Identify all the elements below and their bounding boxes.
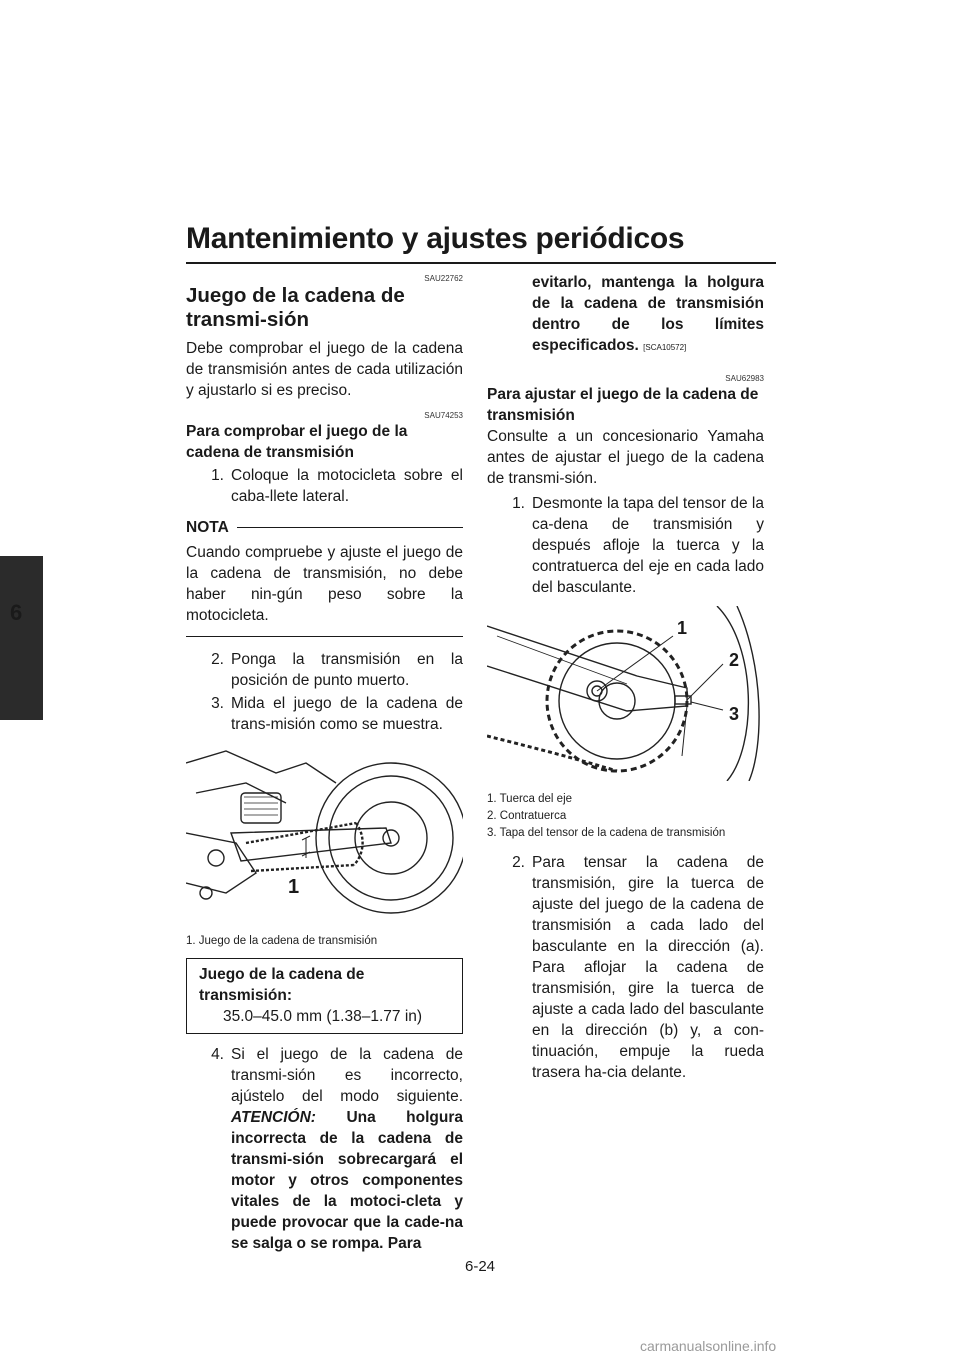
step-text: Para tensar la cadena de transmisión, gire la tuerca de ajuste del juego de la cadena de transmisión a cada lado del basculante en la dirección (a). Para aflojar la cadena de transmisión, gire la tuerca de ajuste a cada lado del basculante en la dirección (b) y, a con-tinuación, empuje la rueda trasera ha-cia delante. (532, 854, 764, 1081)
step-number: 2. (512, 854, 525, 871)
step-item (186, 649, 463, 691)
warning-text-body: evitarlo, mantenga la holgura de la cadena de transmisión dentro de los límites especificados. (532, 274, 764, 354)
chapter-number: 6 (10, 600, 23, 625)
step-item (487, 493, 764, 598)
page-header-title: Mantenimiento y ajustes periódicos (186, 222, 685, 255)
intro-paragraph: Consulte a un concesionario Yamaha antes de ajustar el juego de la cadena de transmi-sión. (487, 428, 764, 487)
step-text: Ponga la transmisión en la posición de punto muerto. (231, 651, 463, 689)
axle-illustration (487, 606, 764, 781)
spec-value: 35.0–45.0 mm (1.38–1.77 in) (223, 1008, 423, 1025)
figure-callout: 1 (677, 618, 688, 638)
step-text-main: Si el juego de la cadena de transmi-sión es incorrecto, ajústelo del modo siguiente. (231, 1046, 463, 1105)
page-number: 6-24 (464, 1258, 496, 1275)
warning-code: [SCA10572] (643, 343, 687, 352)
note-rule (237, 527, 463, 528)
intro-paragraph: Debe comprobar el juego de la cadena de transmisión antes de cada utilización y ajustarlo si es preciso. (186, 340, 463, 399)
step-text (231, 1044, 463, 1254)
step-text: Coloque la motocicleta sobre el caba-llete lateral. (231, 467, 463, 505)
note-label: NOTA (186, 519, 229, 536)
left-column (186, 272, 463, 1254)
header-rule (186, 262, 776, 264)
axle-figure (487, 606, 764, 787)
step-number: 1. (512, 495, 525, 512)
warning-text (532, 272, 764, 358)
step-item (186, 693, 463, 735)
subsection-heading: Para ajustar el juego de la cadena de transmisión (487, 386, 759, 424)
subsection-code: SAU74253 (424, 411, 463, 420)
step-text: Mida el juego de la cadena de trans-misión como se muestra. (231, 695, 463, 733)
step-text: Desmonte la tapa del tensor de la ca-dena de transmisión y después afloje la tuerca y la contratuerca del eje en cada lado del basculante. (532, 495, 764, 596)
step-item (186, 465, 463, 507)
figure-caption: 3. Tapa del tensor de la cadena de transmisión (487, 827, 726, 839)
figure-callout: 1 (288, 876, 300, 898)
watermark: carmanualsonline.info (640, 1338, 777, 1354)
figure-caption: 1. Juego de la cadena de transmisión (186, 935, 378, 947)
chain-slack-figure (186, 743, 463, 929)
section-heading: Juego de la cadena de transmi-sión (186, 284, 405, 331)
step-number: 4. (211, 1046, 224, 1063)
step-item (186, 1044, 463, 1254)
note-text: Cuando compruebe y ajuste el juego de la cadena de transmisión, no debe haber nin-gún peso sobre la motocicleta. (186, 544, 463, 624)
step-number: 2. (211, 651, 224, 668)
step-number: 3. (211, 695, 224, 712)
spec-box (186, 958, 463, 1034)
step-number: 1. (211, 467, 224, 484)
spec-title: Juego de la cadena de transmisión: (199, 966, 365, 1004)
subsection-heading: Para comprobar el juego de la cadena de transmisión (186, 423, 408, 461)
figure-callout: 3 (729, 704, 740, 724)
figure-callout: 2 (729, 650, 740, 670)
caution-label: ATENCIÓN: (231, 1109, 316, 1126)
figure-caption: 1. Tuerca del eje (487, 793, 573, 805)
figure-caption: 2. Contratuerca (487, 810, 567, 822)
step-item (487, 852, 764, 1083)
chapter-tab (0, 556, 43, 720)
warning-continuation (487, 272, 764, 358)
caution-text: Una holgura incorrecta de la cadena de transmi-sión sobrecargará el motor y otros componentes vitales de la motoci-cleta y puede provocar que la cade-na se salga o se rompa. Para (231, 1109, 464, 1252)
right-column (487, 272, 764, 1083)
chain-slack-illustration (186, 743, 463, 923)
note-header (186, 517, 463, 538)
note-end-rule (186, 636, 463, 637)
subsection-code: SAU62983 (725, 374, 764, 383)
section-code: SAU22762 (424, 274, 463, 283)
